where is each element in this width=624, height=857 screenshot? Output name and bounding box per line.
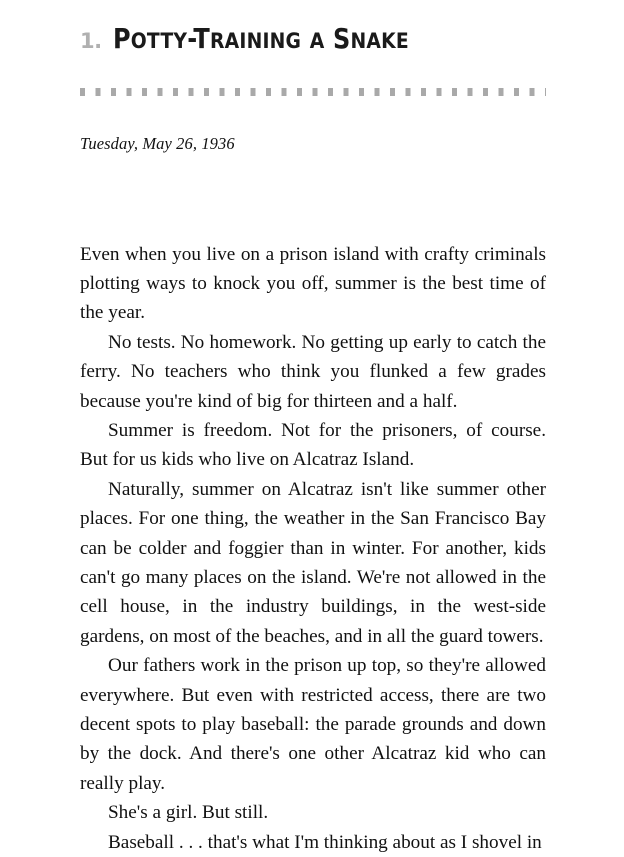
- paragraph: Summer is freedom. Not for the prisoners, of course. But for us kids who live on Alcatraz Island.: [80, 416, 546, 475]
- paragraph: Naturally, summer on Alcatraz isn't like summer other places. For one thing, the weather in the San Francisco Bay can be colder and foggier than in winter. For another, kids can't go many places on the island. We're not allowed in the cell house, in the industry buildings, in the west-side gardens, on most of the beaches, and in all the guard towers.: [80, 475, 546, 651]
- decorative-divider: [80, 88, 546, 96]
- chapter-title: POTTY-TRAINING A SNAKE: [113, 26, 409, 54]
- page-content: [80, 0, 546, 857]
- paragraph: She's a girl. But still.: [80, 798, 546, 827]
- body-text: [80, 240, 546, 857]
- paragraph: No tests. No homework. No getting up early to catch the ferry. No teachers who think you flunked a few grades because you're kind of big for thirteen and a half.: [80, 328, 546, 416]
- journal-date: Tuesday, May 26, 1936: [80, 134, 546, 154]
- chapter-heading: [80, 0, 546, 54]
- paragraph: Our fathers work in the prison up top, so they're allowed everywhere. But even with restricted access, there are two decent spots to play baseball: the parade grounds and down by the dock. And there's one other Alcatraz kid who can really play.: [80, 651, 546, 798]
- chapter-number: 1.: [80, 31, 102, 52]
- paragraph: Baseball . . . that's what I'm thinking about as I shovel in: [80, 828, 546, 857]
- paragraph: Even when you live on a prison island with crafty criminals plotting ways to knock you off, summer is the best time of the year.: [80, 240, 546, 328]
